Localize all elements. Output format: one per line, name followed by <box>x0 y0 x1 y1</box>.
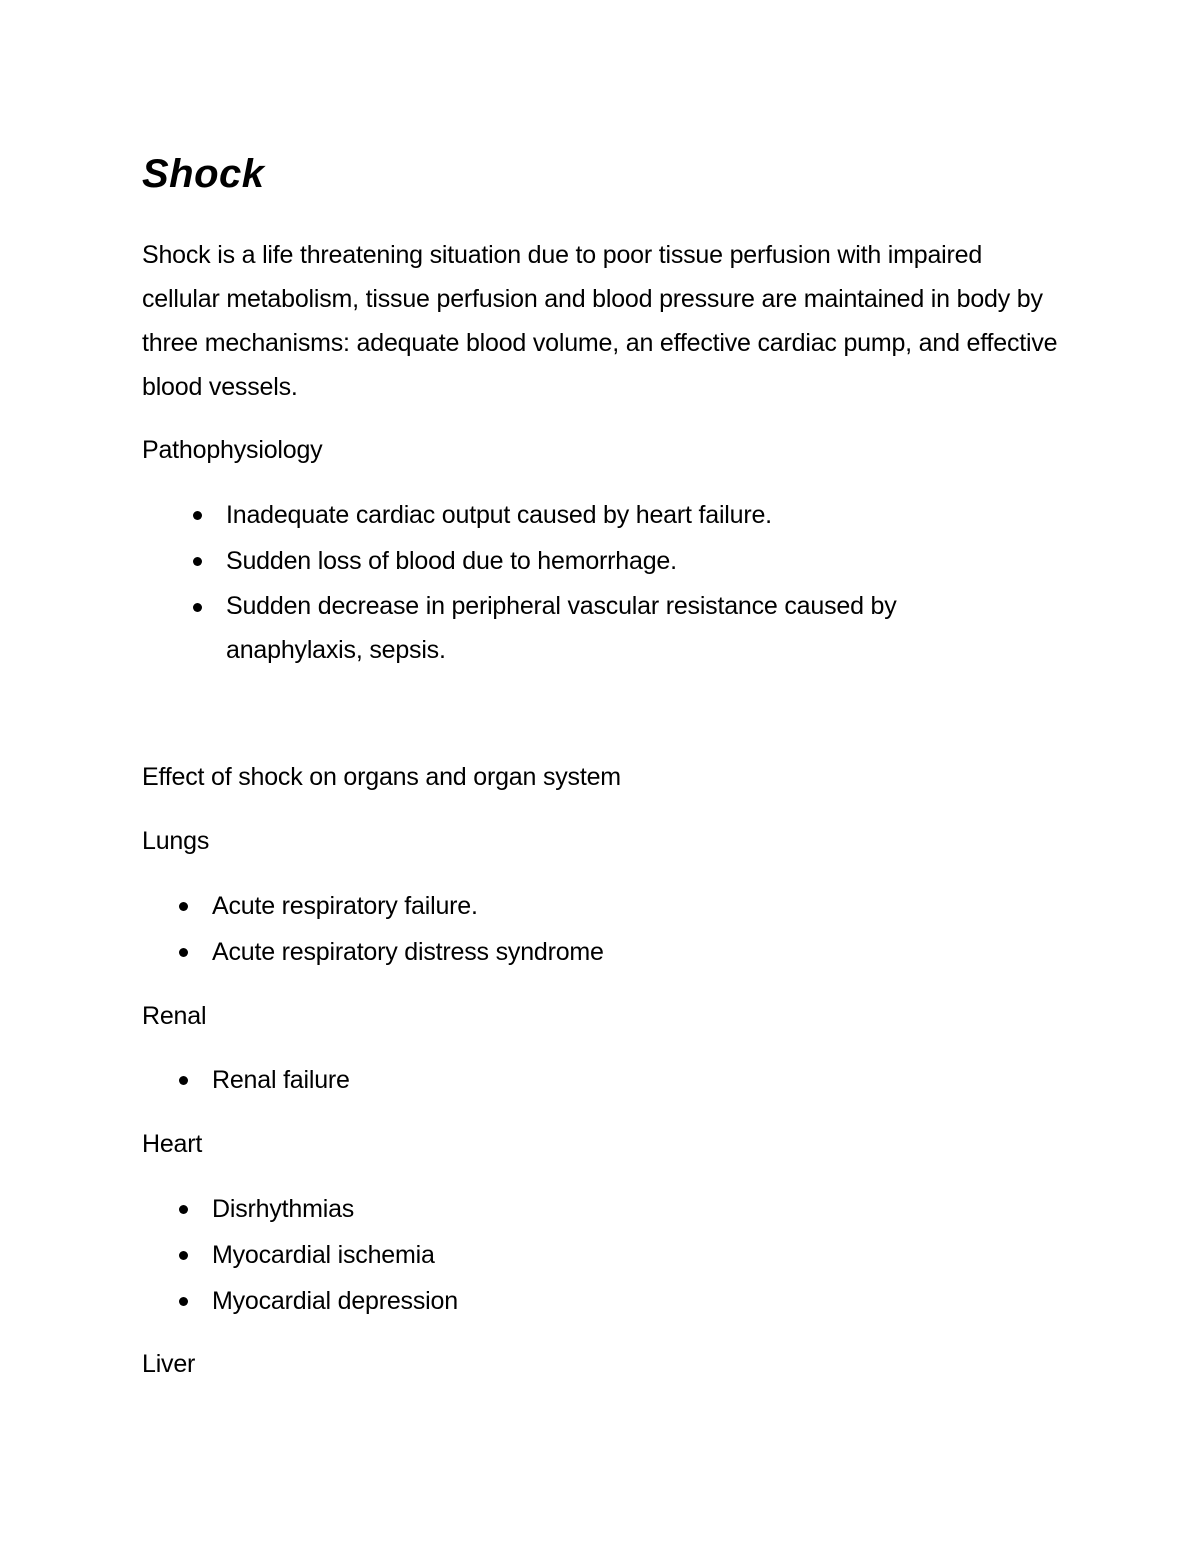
list-item <box>190 538 1026 584</box>
lungs-list <box>176 883 604 975</box>
list-item <box>176 1278 458 1324</box>
list-item-text: Myocardial ischemia <box>212 1241 435 1269</box>
list-item <box>176 929 604 975</box>
bullet-icon <box>179 902 188 911</box>
list-item <box>190 492 1026 538</box>
list-item-text: Disrhythmias <box>212 1195 355 1223</box>
bullet-icon <box>179 1205 188 1214</box>
effects-heading: Effect of shock on organs and organ system <box>142 763 621 791</box>
list-item-text: Sudden loss of blood due to hemorrhage. <box>226 547 677 575</box>
list-item-text: Myocardial depression <box>212 1287 458 1315</box>
bullet-icon <box>179 1297 188 1306</box>
heart-heading: Heart <box>142 1130 203 1158</box>
bullet-icon <box>179 1251 188 1260</box>
page-title: Shock <box>142 152 265 196</box>
list-item-text: Sudden decrease in peripheral vascular resistance caused by anaphylaxis, sepsis. <box>226 592 897 664</box>
bullet-icon <box>193 511 202 520</box>
list-item-text: Inadequate cardiac output caused by heart failure. <box>226 501 772 529</box>
list-item-text: Renal failure <box>212 1066 350 1094</box>
bullet-icon <box>179 948 188 957</box>
list-item <box>176 883 604 929</box>
pathophysiology-heading: Pathophysiology <box>142 436 323 464</box>
renal-heading: Renal <box>142 1002 207 1030</box>
list-item <box>176 1232 458 1278</box>
list-item-text: Acute respiratory failure. <box>212 892 478 920</box>
bullet-icon <box>193 557 202 566</box>
lungs-heading: Lungs <box>142 827 210 855</box>
list-item-text: Acute respiratory distress syndrome <box>212 938 604 966</box>
list-item <box>176 1057 350 1103</box>
renal-list <box>176 1057 350 1103</box>
bullet-icon <box>193 603 202 612</box>
bullet-icon <box>179 1076 188 1085</box>
pathophysiology-list <box>190 492 1026 672</box>
list-item <box>190 584 1026 672</box>
intro-paragraph: Shock is a life threatening situation due to poor tissue perfusion with impaired cellular metabolism, tissue perfusion and blood pressure are maintained in body by three mechanisms: adequate blood volume, an effective cardiac pump, and effective blood vessels. <box>142 241 1058 401</box>
heart-list <box>176 1186 458 1324</box>
list-item <box>176 1186 458 1232</box>
liver-heading: Liver <box>142 1350 196 1378</box>
